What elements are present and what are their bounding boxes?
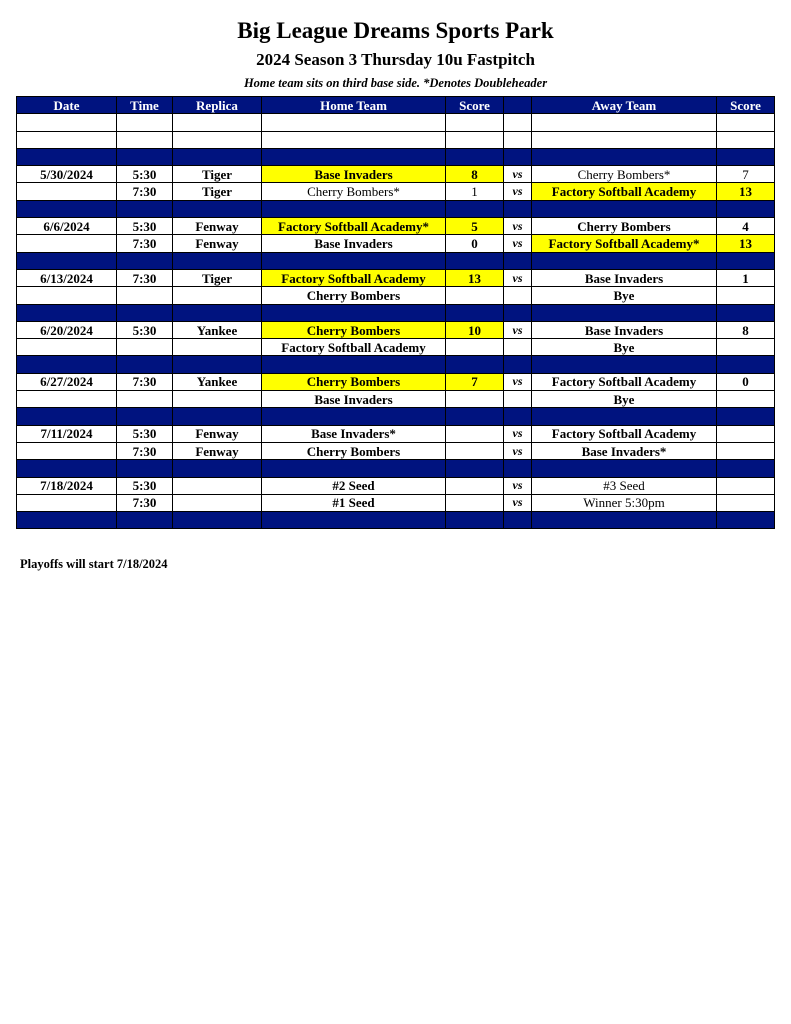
away-score: 7 — [717, 166, 775, 183]
vs-label: vs — [504, 218, 532, 235]
game-row — [17, 494, 775, 511]
game-time: 5:30 — [117, 477, 173, 494]
bye-row — [17, 287, 775, 304]
bye-row — [17, 391, 775, 408]
away-score — [717, 391, 775, 408]
vs-label: vs — [504, 235, 532, 252]
home-team: Cherry Bombers — [262, 287, 446, 304]
home-score — [446, 494, 504, 511]
vs-label: vs — [504, 442, 532, 459]
away-score — [717, 494, 775, 511]
game-replica: Fenway — [173, 442, 262, 459]
away-team: #3 Seed — [532, 477, 717, 494]
away-team: Factory Softball Academy — [532, 183, 717, 200]
game-date: 5/30/2024 — [17, 166, 117, 183]
separator-row — [17, 460, 775, 477]
game-replica — [173, 391, 262, 408]
away-score: 8 — [717, 321, 775, 338]
separator-row — [17, 512, 775, 529]
bye-row — [17, 339, 775, 356]
separator-row — [17, 252, 775, 269]
away-score: 13 — [717, 235, 775, 252]
away-score — [717, 442, 775, 459]
col-time: Time — [117, 97, 173, 114]
separator-row — [17, 356, 775, 373]
home-team: Base Invaders* — [262, 425, 446, 442]
page-title: Big League Dreams Sports Park — [237, 18, 554, 43]
game-date — [17, 183, 117, 200]
game-row — [17, 183, 775, 200]
vs-cell — [504, 287, 532, 304]
col-away-team: Away Team — [532, 97, 717, 114]
vs-cell — [504, 339, 532, 356]
home-score: 7 — [446, 373, 504, 390]
game-replica: Fenway — [173, 425, 262, 442]
col-home-team: Home Team — [262, 97, 446, 114]
home-score — [446, 425, 504, 442]
game-date — [17, 442, 117, 459]
col-away-score: Score — [717, 97, 775, 114]
game-time: 7:30 — [117, 235, 173, 252]
away-score: 1 — [717, 269, 775, 286]
game-time — [117, 339, 173, 356]
away-team: Factory Softball Academy* — [532, 235, 717, 252]
away-score: 4 — [717, 218, 775, 235]
game-row — [17, 235, 775, 252]
game-replica — [173, 287, 262, 304]
separator-row — [17, 304, 775, 321]
vs-label: vs — [504, 321, 532, 338]
col-replica: Replica — [173, 97, 262, 114]
home-team: Base Invaders — [262, 235, 446, 252]
home-team: #2 Seed — [262, 477, 446, 494]
schedule-table — [16, 96, 775, 529]
game-row — [17, 166, 775, 183]
away-team: Winner 5:30pm — [532, 494, 717, 511]
vs-label: vs — [504, 425, 532, 442]
game-date: 6/20/2024 — [17, 321, 117, 338]
vs-label: vs — [504, 166, 532, 183]
game-time: 5:30 — [117, 166, 173, 183]
away-score — [717, 477, 775, 494]
home-score: 8 — [446, 166, 504, 183]
home-team: Cherry Bombers — [262, 442, 446, 459]
vs-label: vs — [504, 373, 532, 390]
home-score: 1 — [446, 183, 504, 200]
game-date: 7/11/2024 — [17, 425, 117, 442]
vs-label: vs — [504, 494, 532, 511]
game-replica: Tiger — [173, 166, 262, 183]
away-team: Bye — [532, 339, 717, 356]
game-date: 6/27/2024 — [17, 373, 117, 390]
separator-row — [17, 148, 775, 165]
game-row — [17, 373, 775, 390]
away-score — [717, 425, 775, 442]
home-team: Factory Softball Academy — [262, 339, 446, 356]
away-team: Bye — [532, 391, 717, 408]
header-row — [17, 97, 775, 114]
game-replica: Tiger — [173, 269, 262, 286]
col-vs — [504, 97, 532, 114]
game-date: 6/13/2024 — [17, 269, 117, 286]
away-score — [717, 339, 775, 356]
game-time — [117, 391, 173, 408]
away-team: Base Invaders* — [532, 442, 717, 459]
col-date: Date — [17, 97, 117, 114]
playoffs-note: Playoffs will start 7/18/2024 — [20, 557, 168, 571]
separator-row — [17, 408, 775, 425]
blank-row — [17, 114, 775, 131]
page-subtitle: 2024 Season 3 Thursday 10u Fastpitch — [256, 50, 535, 69]
home-score: 5 — [446, 218, 504, 235]
game-date: 6/6/2024 — [17, 218, 117, 235]
vs-cell — [504, 391, 532, 408]
game-row — [17, 269, 775, 286]
game-date — [17, 391, 117, 408]
away-team: Cherry Bombers* — [532, 166, 717, 183]
home-score: 0 — [446, 235, 504, 252]
game-time: 5:30 — [117, 218, 173, 235]
away-team: Bye — [532, 287, 717, 304]
away-team: Factory Softball Academy — [532, 373, 717, 390]
game-time — [117, 287, 173, 304]
home-team: Factory Softball Academy — [262, 269, 446, 286]
game-row — [17, 442, 775, 459]
home-team: Cherry Bombers — [262, 321, 446, 338]
vs-label: vs — [504, 183, 532, 200]
game-replica: Fenway — [173, 218, 262, 235]
home-team: Factory Softball Academy* — [262, 218, 446, 235]
game-replica — [173, 339, 262, 356]
home-score: 10 — [446, 321, 504, 338]
game-row — [17, 425, 775, 442]
game-row — [17, 321, 775, 338]
vs-label: vs — [504, 477, 532, 494]
home-score — [446, 391, 504, 408]
home-team: Base Invaders — [262, 391, 446, 408]
vs-label: vs — [504, 269, 532, 286]
game-date — [17, 494, 117, 511]
game-date — [17, 339, 117, 356]
blank-row — [17, 131, 775, 148]
header-note: Home team sits on third base side. *Denotes Doubleheader — [243, 76, 548, 90]
game-time: 7:30 — [117, 442, 173, 459]
away-team: Cherry Bombers — [532, 218, 717, 235]
home-team: Cherry Bombers — [262, 373, 446, 390]
game-time: 7:30 — [117, 269, 173, 286]
game-replica — [173, 477, 262, 494]
away-score: 0 — [717, 373, 775, 390]
separator-row — [17, 200, 775, 217]
game-row — [17, 218, 775, 235]
home-team: Cherry Bombers* — [262, 183, 446, 200]
game-time: 5:30 — [117, 425, 173, 442]
game-date — [17, 287, 117, 304]
game-replica: Fenway — [173, 235, 262, 252]
game-row — [17, 477, 775, 494]
game-time: 7:30 — [117, 373, 173, 390]
home-score — [446, 339, 504, 356]
home-score: 13 — [446, 269, 504, 286]
home-team: #1 Seed — [262, 494, 446, 511]
away-team: Base Invaders — [532, 269, 717, 286]
game-replica: Yankee — [173, 321, 262, 338]
game-replica: Tiger — [173, 183, 262, 200]
home-score — [446, 477, 504, 494]
game-time: 5:30 — [117, 321, 173, 338]
home-team: Base Invaders — [262, 166, 446, 183]
game-date — [17, 235, 117, 252]
game-time: 7:30 — [117, 494, 173, 511]
home-score — [446, 287, 504, 304]
home-score — [446, 442, 504, 459]
away-score: 13 — [717, 183, 775, 200]
game-date: 7/18/2024 — [17, 477, 117, 494]
away-score — [717, 287, 775, 304]
away-team: Factory Softball Academy — [532, 425, 717, 442]
game-replica: Yankee — [173, 373, 262, 390]
game-time: 7:30 — [117, 183, 173, 200]
game-replica — [173, 494, 262, 511]
away-team: Base Invaders — [532, 321, 717, 338]
col-home-score: Score — [446, 97, 504, 114]
